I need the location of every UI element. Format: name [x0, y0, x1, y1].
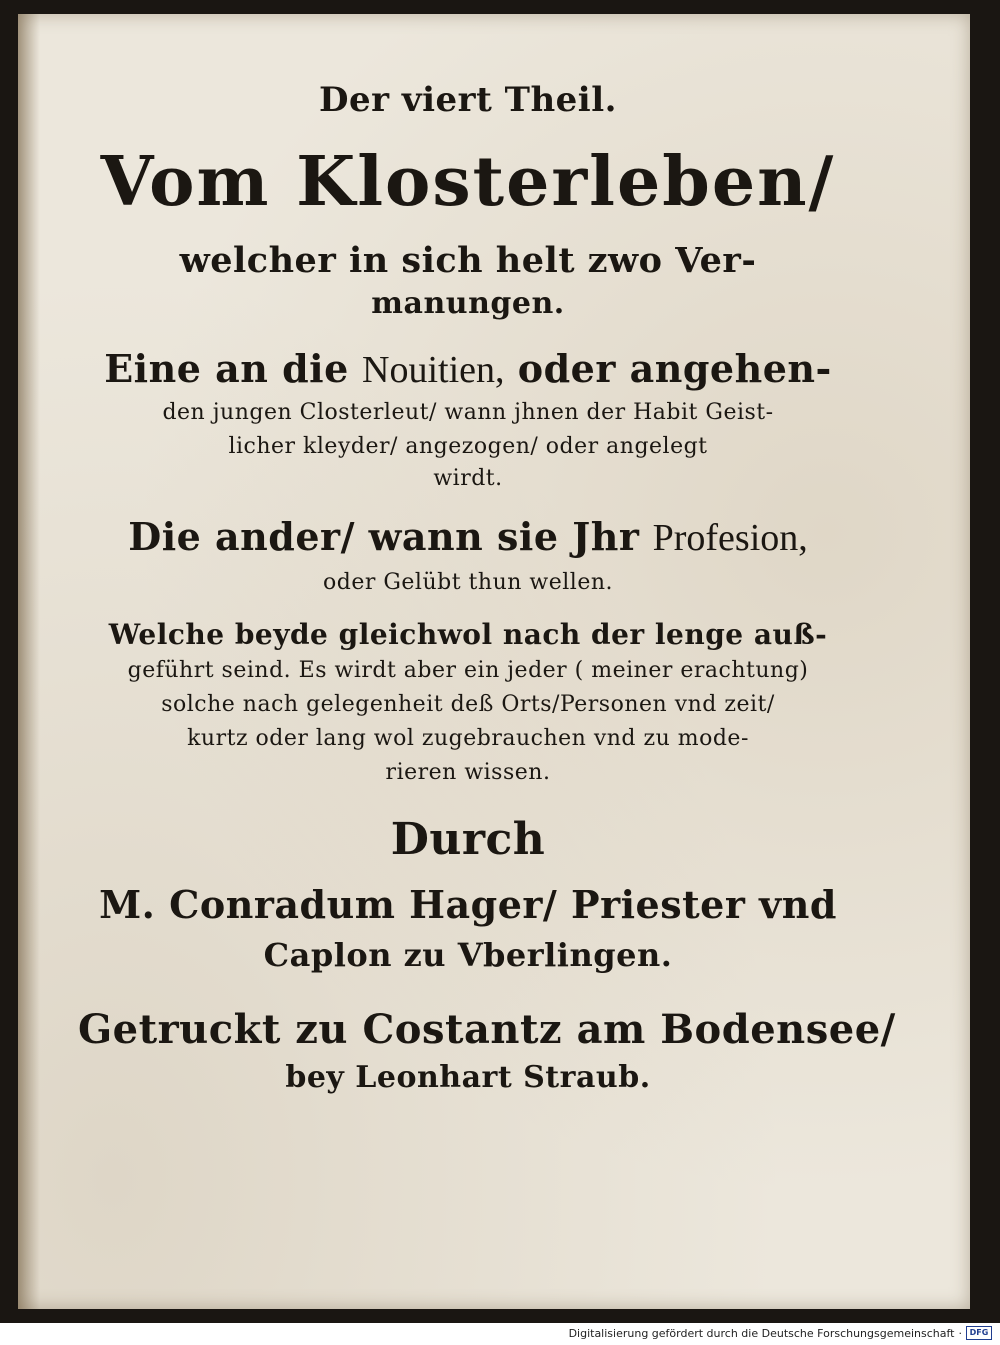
main-title: Vom Klosterleben/ — [100, 142, 836, 222]
second-exhortation-a: Die ander/ wann sie Jhr — [128, 514, 640, 559]
part-heading: Der viert Theil. — [319, 80, 617, 120]
first-exhortation-line-3: licher kleyder/ angezogen/ oder angelegt — [228, 434, 708, 459]
credit-text: Digitalisierung gefördert durch die Deutsche Forschungsgemeinschaft — [568, 1326, 955, 1340]
by-line: Durch — [390, 814, 546, 865]
second-exhortation-line-2: oder Gelübt thun wellen. — [322, 570, 614, 595]
note-line-1: Welche beyde gleichwol nach der lenge auß- — [108, 618, 828, 651]
author-line-1: M. Conradum Hager/ Priester vnd — [99, 882, 837, 927]
dfg-logo-icon: DFG — [966, 1326, 992, 1340]
first-exhortation-b: Nouitien, — [362, 349, 505, 391]
book-page — [18, 14, 970, 1309]
first-exhortation-c: oder angehen- — [517, 346, 832, 391]
first-exhortation-line-2: den jungen Closterleut/ wann jhnen der Habit Geist- — [162, 400, 774, 425]
page-gutter-shadow — [18, 14, 40, 1309]
imprint-line-2: bey Leonhart Straub. — [285, 1060, 651, 1095]
note-line-5: rieren wissen. — [385, 760, 551, 785]
subtitle-line-1: welcher in sich helt zwo Ver- — [179, 240, 757, 281]
subtitle-line-2: manungen. — [371, 286, 565, 321]
first-exhortation-line-1 — [78, 346, 858, 392]
note-line-2: geführt seind. Es wirdt aber ein jeder ( meiner erachtung) — [127, 658, 809, 683]
note-line-3: solche nach gelegenheit deß Orts/Personen vnd zeit/ — [161, 692, 775, 717]
author-line-2: Caplon zu Vberlingen. — [263, 936, 673, 974]
digitization-credit — [569, 1325, 992, 1341]
second-exhortation-b: Profesion, — [652, 517, 808, 559]
credit-separator: · — [958, 1326, 962, 1340]
second-exhortation-line-1 — [78, 514, 858, 560]
note-line-4: kurtz oder lang wol zugebrauchen vnd zu mode- — [187, 726, 749, 751]
imprint-line-1: Getruckt zu Costantz am Bodensee/ — [78, 1006, 896, 1053]
first-exhortation-line-4: wirdt. — [433, 466, 503, 491]
first-exhortation-a: Eine an die — [104, 346, 349, 391]
